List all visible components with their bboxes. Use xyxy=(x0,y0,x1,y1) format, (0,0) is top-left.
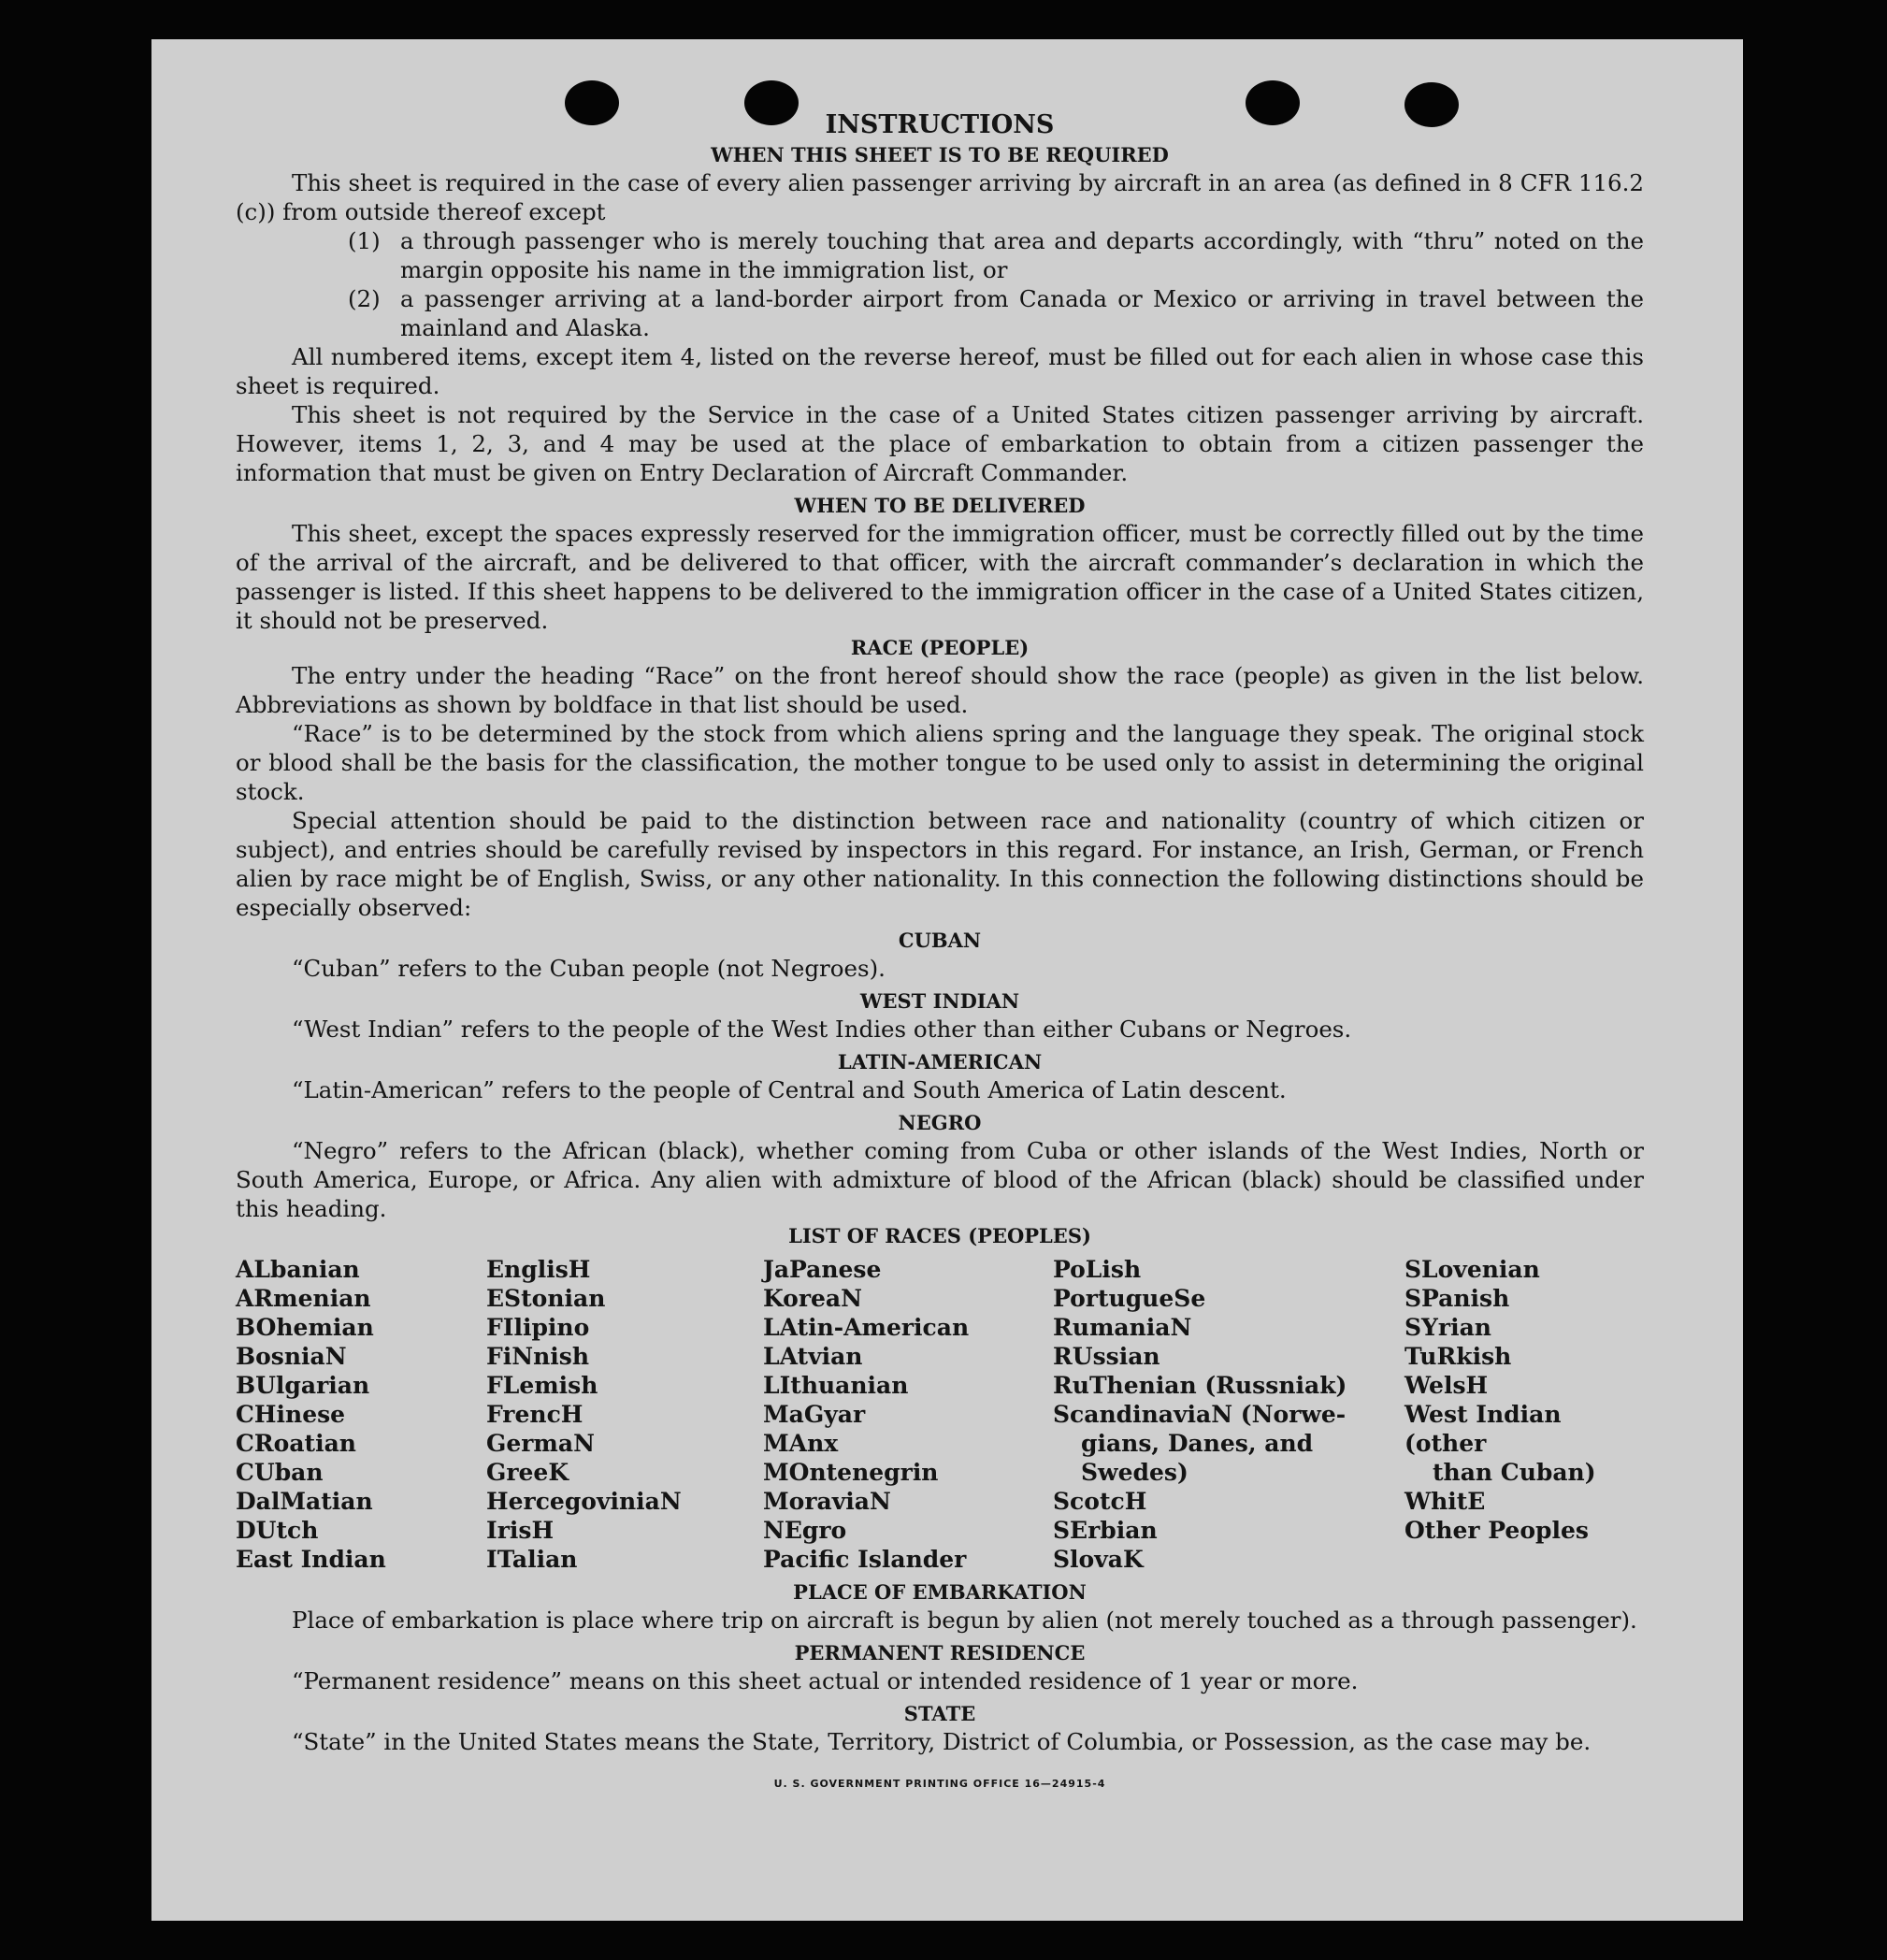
race-entry: TuRkish xyxy=(1404,1343,1512,1370)
race-entry: MaGyar xyxy=(763,1401,866,1428)
heading-west-indian: WEST INDIAN xyxy=(859,989,1020,1013)
race-entry: GreeK xyxy=(486,1459,569,1486)
race-entry: BUlgarian xyxy=(236,1372,370,1399)
race-entry: RuThenian (Russniak) xyxy=(1053,1372,1347,1399)
list-item xyxy=(236,226,1644,284)
race-entry: LAtin-American xyxy=(763,1314,970,1341)
race-entry: CRoatian xyxy=(236,1430,356,1457)
race-entry: SlovaK xyxy=(1053,1546,1144,1573)
races-column xyxy=(236,1255,486,1574)
race-entry: MAnx xyxy=(763,1430,839,1457)
paragraph: The entry under the heading “Race” on the front hereof should show the race (people) as given in the list below. Abbreviations as shown by boldface in that list should be used. xyxy=(236,662,1644,718)
list-item xyxy=(236,284,1644,342)
race-entry: KoreaN xyxy=(763,1285,862,1312)
race-entry: ScandinaviaN (Norwe- xyxy=(1053,1401,1347,1428)
race-entry: HercegoviniaN xyxy=(486,1488,682,1515)
race-entry: FrencH xyxy=(486,1401,583,1428)
paragraph: This sheet, except the spaces expressly reserved for the immigration officer, must be correctly filled out by the time of the arrival of the aircraft, and be delivered to that officer, with the aircraft commander’s declaration in which the passenger is listed. If this sheet happens to be delivered to the immigration officer in the case of a United States citizen, it should not be preserved. xyxy=(236,520,1644,634)
item-number: (2) xyxy=(348,285,381,312)
race-entry: SErbian xyxy=(1053,1517,1158,1544)
race-entry: Pacific Islander xyxy=(763,1546,967,1573)
race-entry: ARmenian xyxy=(236,1285,371,1312)
race-entry: ScotcH xyxy=(1053,1488,1147,1515)
race-entry: DalMatian xyxy=(236,1488,373,1515)
race-entry: BosniaN xyxy=(236,1343,347,1370)
paragraph: “State” in the United States means the State, Territory, District of Columbia, or Possession, as the case may be. xyxy=(292,1728,1592,1755)
race-entry: SPanish xyxy=(1404,1285,1510,1312)
heading-permanent-residence: PERMANENT RESIDENCE xyxy=(794,1641,1086,1665)
race-entry: FIlipino xyxy=(486,1314,590,1341)
race-entry: ITalian xyxy=(486,1546,578,1573)
race-entry: DUtch xyxy=(236,1517,319,1544)
heading-cuban: CUBAN xyxy=(898,929,982,952)
race-entry: SYrian xyxy=(1404,1314,1491,1341)
race-entry: LIthuanian xyxy=(763,1372,909,1399)
race-entry: MoraviaN xyxy=(763,1488,891,1515)
item-text: a through passenger who is merely touching that area and departs accordingly, with “thru” noted on the margin opposite his name in the immigration list, or xyxy=(400,227,1644,283)
race-entry: RumaniaN xyxy=(1053,1314,1192,1341)
race-entry: WelsH xyxy=(1404,1372,1489,1399)
race-entry: East Indian xyxy=(236,1546,386,1573)
heading-race: RACE (PEOPLE) xyxy=(850,636,1030,659)
heading-latin-american: LATIN-AMERICAN xyxy=(837,1050,1043,1074)
races-column xyxy=(1404,1255,1644,1574)
paragraph: Special attention should be paid to the distinction between race and nationality (country of which citizen or subject), and entries should be carefully revised by inspectors in this regard. For instance, an Irish, German, or French alien by race might be of English, Swiss, or any other nationality. In this connection the following distinctions should be especially observed: xyxy=(236,807,1644,921)
paragraph: This sheet is not required by the Service in the case of a United States citizen passenger arriving by aircraft. However, items 1, 2, 3, and 4 may be used at the place of embarkation to obtain from a citizen passenger the information that must be given on Entry Declaration of Aircraft Commander. xyxy=(236,401,1644,486)
document-page xyxy=(151,39,1743,1921)
race-entry: LAtvian xyxy=(763,1343,863,1370)
race-entry: MOntenegrin xyxy=(763,1459,939,1486)
race-entry: CUban xyxy=(236,1459,324,1486)
printing-office-imprint: U. S. GOVERNMENT PRINTING OFFICE 16—24915-4 xyxy=(773,1778,1106,1790)
race-entry: WhitE xyxy=(1404,1488,1486,1515)
race-entry: IrisH xyxy=(486,1517,555,1544)
race-entry: West Indian (other xyxy=(1404,1401,1562,1457)
paragraph: Place of embarkation is place where trip on aircraft is begun by alien (not merely touched as a through passenger). xyxy=(292,1607,1637,1634)
paragraph: “Latin-American” refers to the people of Central and South America of Latin descent. xyxy=(292,1076,1287,1103)
race-entry: BOhemian xyxy=(236,1314,374,1341)
races-column xyxy=(486,1255,763,1574)
paragraph: This sheet is required in the case of every alien passenger arriving by aircraft in an area (as defined in 8 CFR 116.2 (c)) from outside thereof except xyxy=(236,169,1644,225)
races-column xyxy=(1053,1255,1404,1574)
heading-list-of-races: LIST OF RACES (PEOPLES) xyxy=(788,1224,1091,1247)
instructions-content xyxy=(236,108,1644,1798)
race-entry: FiNnish xyxy=(486,1343,590,1370)
heading-when-required: WHEN THIS SHEET IS TO BE REQUIRED xyxy=(711,143,1169,166)
heading-state: STATE xyxy=(903,1702,976,1725)
race-entry: SLovenian xyxy=(1404,1256,1540,1283)
race-entry: EStonian xyxy=(486,1285,606,1312)
race-entry: NEgro xyxy=(763,1517,847,1544)
heading-when-delivered: WHEN TO BE DELIVERED xyxy=(794,494,1086,517)
race-entry: CHinese xyxy=(236,1401,346,1428)
paragraph: “West Indian” refers to the people of the West Indies other than either Cubans or Negroes. xyxy=(292,1016,1352,1043)
race-entry: FLemish xyxy=(486,1372,598,1399)
paragraph: “Permanent residence” means on this sheet actual or intended residence of 1 year or more. xyxy=(292,1667,1359,1694)
paragraph: All numbered items, except item 4, listed on the reverse hereof, must be filled out for each alien in whose case this sheet is required. xyxy=(236,343,1644,399)
race-entry: JaPanese xyxy=(763,1256,882,1283)
race-entry: PortugueSe xyxy=(1053,1285,1206,1312)
paragraph: “Race” is to be determined by the stock from which aliens spring and the language they speak. The original stock or blood shall be the basis for the classification, the mother tongue to be used only to assist in determining the original stock. xyxy=(236,720,1644,805)
race-entry: GermaN xyxy=(486,1430,595,1457)
race-entry: PoLish xyxy=(1053,1256,1142,1283)
races-list xyxy=(236,1255,1644,1574)
races-column xyxy=(763,1255,1053,1574)
race-entry: Other Peoples xyxy=(1404,1517,1589,1544)
paragraph: “Cuban” refers to the Cuban people (not Negroes). xyxy=(292,955,886,982)
race-entry-continued: gians, Danes, and xyxy=(1081,1430,1314,1457)
page-title: INSTRUCTIONS xyxy=(825,110,1055,139)
race-entry-continued: Swedes) xyxy=(1081,1459,1188,1486)
heading-negro: NEGRO xyxy=(898,1111,982,1134)
paragraph: “Negro” refers to the African (black), whether coming from Cuba or other islands of the West Indies, North or South America, Europe, or Africa. Any alien with admixture of blood of the African (black) should be classified under this heading. xyxy=(236,1137,1644,1222)
race-entry: RUssian xyxy=(1053,1343,1160,1370)
item-number: (1) xyxy=(348,227,381,254)
race-entry-continued: than Cuban) xyxy=(1433,1459,1596,1486)
race-entry: ALbanian xyxy=(236,1256,360,1283)
item-text: a passenger arriving at a land-border airport from Canada or Mexico or arriving in travel between the mainland and Alaska. xyxy=(400,285,1644,341)
race-entry: EnglisH xyxy=(486,1256,591,1283)
heading-place-of-embarkation: PLACE OF EMBARKATION xyxy=(793,1580,1087,1604)
